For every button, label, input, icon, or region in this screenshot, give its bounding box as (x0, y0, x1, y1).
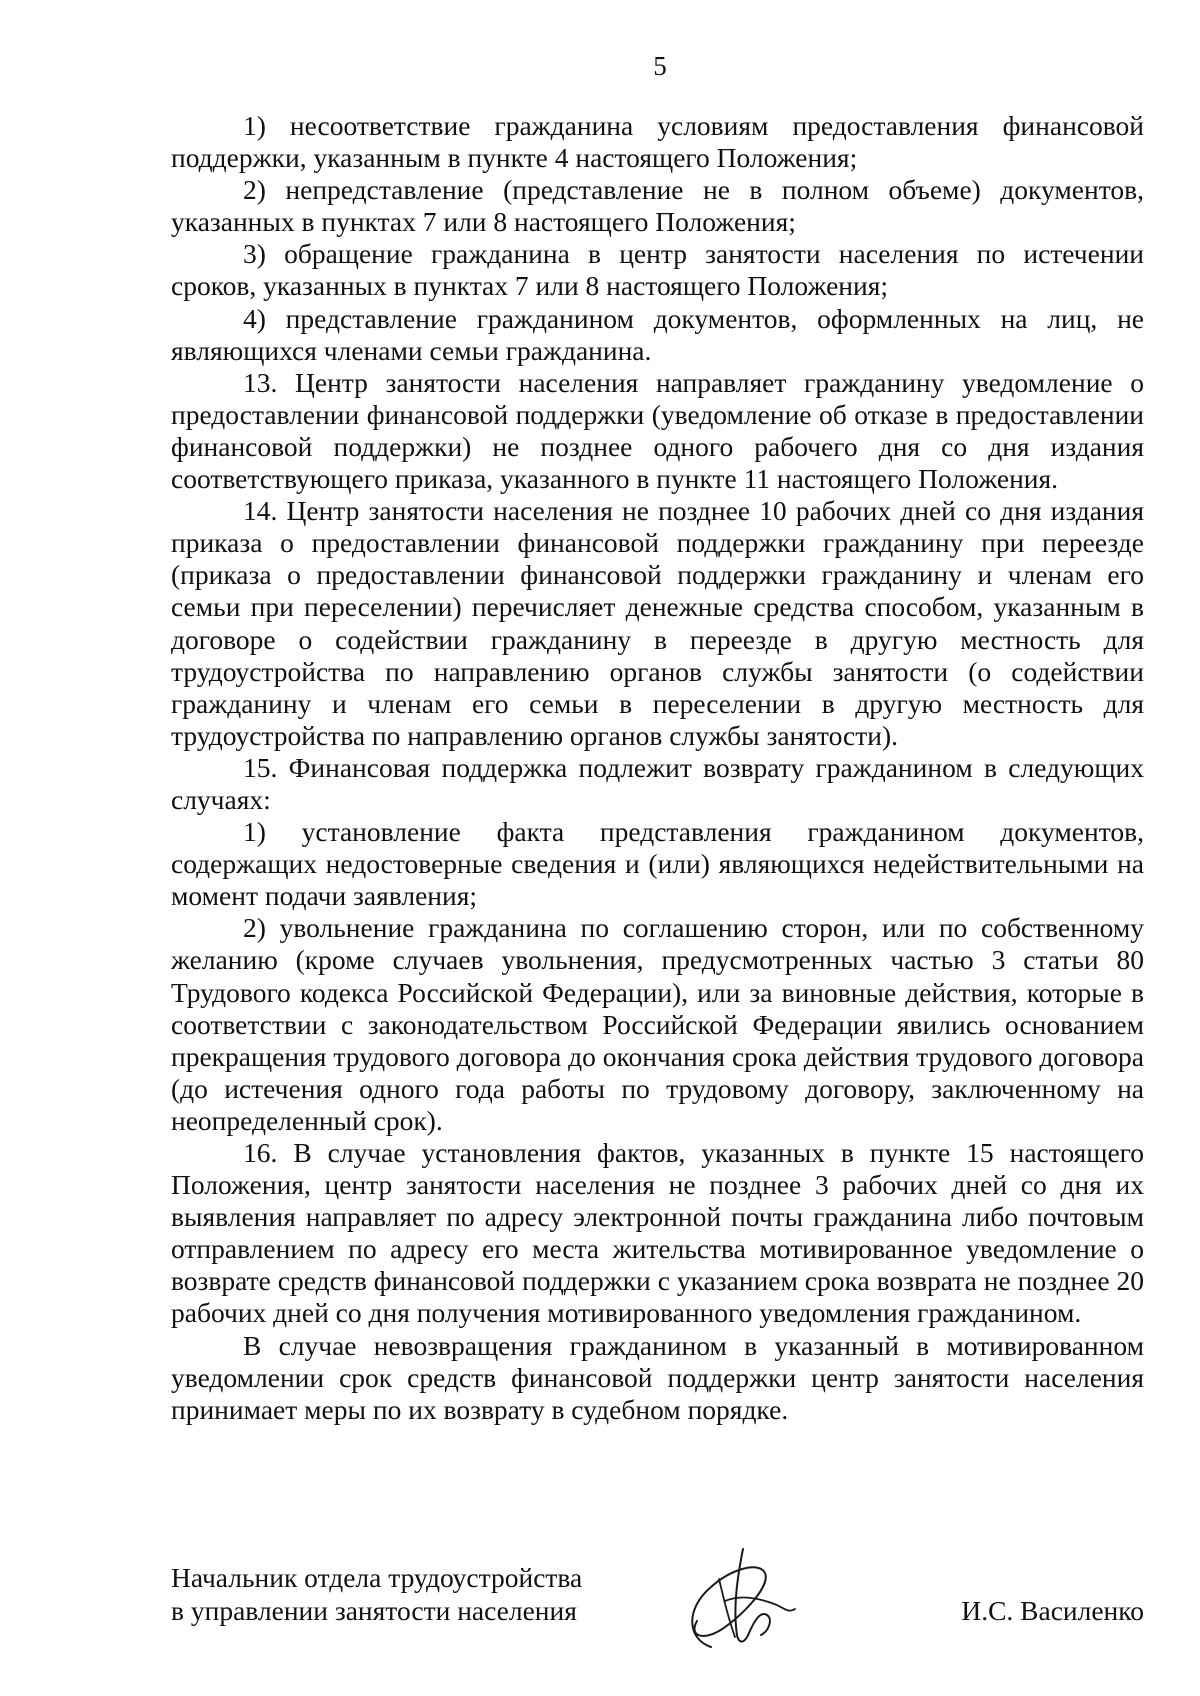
paragraph-section-15: 15. Финансовая поддержка подлежит возврату гражданином в следующих случаях: (171, 751, 1144, 815)
signatory-title-line-2: в управлении занятости населения (171, 1595, 577, 1626)
paragraph-section-16: 16. В случае установления фактов, указанных в пункте 15 настоящего Положения, центр занятости населения не позднее 3 рабочих дней со дня их выявления направляет по адресу электронной почты гражданина либо почтовым отправлением по адресу его места жительства мотивированное уведомление о возврате средств финансовой поддержки с указанием срока возврата не позднее 20 рабочих дней со дня получения мотивированного уведомления гражданином. (171, 1137, 1144, 1329)
paragraph-section-14: 14. Центр занятости населения не позднее 10 рабочих дней со дня издания приказа о предоставлении финансовой поддержки гражданину при переезде (приказа о предоставлении финансовой поддержки гражданину и членам его семьи при переселении) перечисляет денежные средства способом, указанным в договоре о содействии гражданину в переезде в другую местность для трудоустройства по направлению органов службы занятости (о содействии гражданину и членам его семьи в переселении в другую местность для трудоустройства по направлению органов службы занятости). (171, 495, 1144, 751)
paragraph-court-return: В случае невозвращения гражданином в указанный в мотивированном уведомлении срок средств финансовой поддержки центр занятости населения принимает меры по их возврату в судебном порядке. (171, 1329, 1144, 1425)
paragraph-item-1: 1) несоответствие гражданина условиям предоставления финансовой поддержки, указанным в пункте 4 настоящего Положения; (171, 110, 1144, 174)
signatory-title-line-1: Начальник отдела трудоустройства (171, 1562, 583, 1593)
handwritten-signature (649, 1539, 799, 1659)
paragraph-item-3: 3) обращение гражданина в центр занятости населения по истечении сроков, указанных в пунктах 7 или 8 настоящего Положения; (171, 238, 1144, 302)
page-number: 5 (653, 51, 667, 81)
document-body (171, 110, 1144, 1426)
paragraph-item-2: 2) непредставление (представление не в полном объеме) документов, указанных в пунктах 7 или 8 настоящего Положения; (171, 174, 1144, 238)
signatory-name: И.С. Василенко (961, 1595, 1144, 1626)
signatory-title (171, 1561, 582, 1627)
paragraph-section-13: 13. Центр занятости населения направляет гражданину уведомление о предоставлении финансовой поддержки (уведомление об отказе в предоставлении финансовой поддержки) не позднее одного рабочего дня со дня издания соответствующего приказа, указанного в пункте 11 настоящего Положения. (171, 366, 1144, 495)
paragraph-section-15-item-2: 2) увольнение гражданина по соглашению сторон, или по собственному желанию (кроме случаев увольнения, предусмотренных частью 3 статьи 80 Трудового кодекса Российской Федерации), или за виновные действия, которые в соответствии с законодательством Российской Федерации явились основанием прекращения трудового договора до окончания срока действия трудового договора (до истечения одного года работы по трудовому договору, заключенному на неопределенный срок). (171, 912, 1144, 1136)
paragraph-item-4: 4) представление гражданином документов, оформленных на лиц, не являющихся членами семьи гражданина. (171, 302, 1144, 366)
signature-block (171, 1561, 1144, 1671)
paragraph-section-15-item-1: 1) установление факта представления гражданином документов, содержащих недостоверные сведения и (или) являющихся недействительными на момент подачи заявления; (171, 816, 1144, 912)
